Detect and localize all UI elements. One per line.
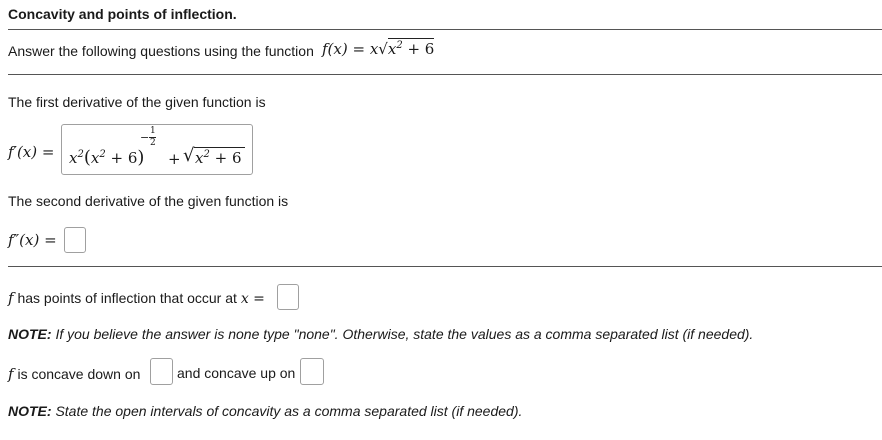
function-definition xyxy=(322,40,434,58)
second-derivative-input[interactable] xyxy=(64,227,86,253)
sqrt-icon: √ xyxy=(183,145,195,166)
concave-up-label: and concave up on xyxy=(177,365,296,381)
note-text: State the open intervals of concavity as a comma separated list (if needed). xyxy=(51,403,523,419)
first-derivative-lhs: f′(x) = xyxy=(8,143,55,161)
divider xyxy=(8,266,882,267)
concave-up-input[interactable] xyxy=(300,358,324,385)
term1-exponent: 2 xyxy=(77,149,84,160)
inflection-points-input[interactable] xyxy=(277,284,299,310)
sqrt-overbar xyxy=(194,147,245,148)
inflection-note xyxy=(8,326,753,342)
function-lhs: f(x) = x xyxy=(322,40,379,58)
outer-exponent-sign: − xyxy=(140,131,150,144)
intro-text: Answer the following questions using the function xyxy=(8,43,314,59)
second-derivative-lhs: f″(x) = xyxy=(8,231,57,249)
divider xyxy=(8,74,882,75)
sqrt-rest: + 6 xyxy=(209,149,242,167)
concavity-note xyxy=(8,403,522,419)
concave-down-text: is concave down on xyxy=(13,366,141,382)
second-derivative-prompt: The second derivative of the given function is xyxy=(8,193,289,209)
sqrt-exponent: 2 xyxy=(203,149,210,160)
f-symbol: f xyxy=(8,289,14,307)
paren-close: ) xyxy=(137,147,145,168)
sqrt-base: x xyxy=(195,149,204,167)
inner-base: x xyxy=(90,149,100,167)
plus-sign: + xyxy=(168,150,181,168)
concave-down-label xyxy=(8,365,140,383)
sqrt-radicand xyxy=(195,149,242,167)
answer-expression xyxy=(69,147,144,168)
first-derivative-prompt: The first derivative of the given function is xyxy=(8,94,266,110)
function-radicand xyxy=(388,38,435,58)
note-label: NOTE: xyxy=(8,403,52,419)
x-equals: x = xyxy=(240,291,265,307)
outer-exponent-numerator: 1 xyxy=(150,126,156,136)
outer-exponent-denominator: 2 xyxy=(150,138,156,148)
page-title: Concavity and points of inflection. xyxy=(8,6,237,22)
concave-down-input[interactable] xyxy=(150,358,173,385)
f-symbol: f xyxy=(8,365,14,383)
inflection-text: has points of inflection that occur at xyxy=(13,290,241,306)
note-text: If you believe the answer is none type "none". Otherwise, state the values as a comma separated list (if needed). xyxy=(51,326,754,342)
inflection-label xyxy=(8,289,265,307)
first-derivative-answer-field[interactable] xyxy=(61,124,253,175)
paren-open: ( xyxy=(83,147,91,168)
radicand-base: x xyxy=(387,40,397,58)
divider xyxy=(8,29,882,30)
inner-exponent: 2 xyxy=(99,149,106,160)
sqrt-icon: √ xyxy=(378,40,388,58)
radicand-rest: + 6 xyxy=(402,40,435,58)
inner-rest: + 6 xyxy=(105,149,138,167)
radicand-exponent: 2 xyxy=(396,40,403,51)
note-label: NOTE: xyxy=(8,326,52,342)
term1-base: x xyxy=(69,149,78,167)
